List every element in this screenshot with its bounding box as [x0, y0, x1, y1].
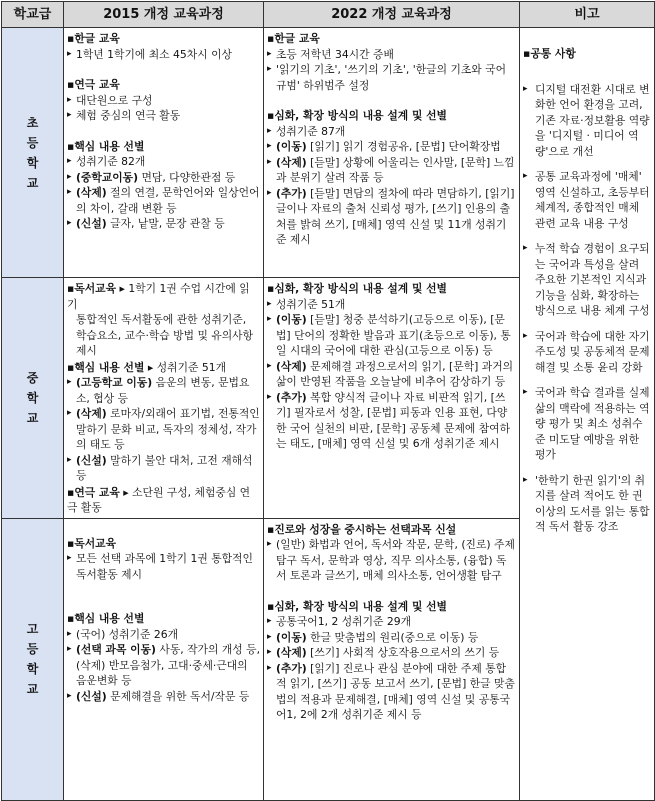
list-item — [267, 47, 516, 63]
section-heading — [67, 536, 260, 552]
spacer — [67, 582, 260, 596]
bullet-icon: ▸ — [523, 330, 528, 341]
bullet-icon: ▸ — [523, 83, 528, 94]
item-text: 체험 중심의 연극 활동 — [76, 109, 181, 122]
spacer — [67, 124, 260, 138]
list-item — [267, 62, 516, 93]
bullet-icon: ▸ — [523, 474, 528, 485]
heading-text: ▪심화, 확장 방식의 내용 설계 및 선별 — [267, 599, 447, 613]
cell-2022-elementary — [264, 28, 520, 278]
spacer — [67, 596, 260, 610]
heading-text: ▪핵심 내용 선별 — [67, 139, 145, 153]
heading-text: ▪한글 교육 — [67, 32, 120, 45]
item-tag: (삭제) — [276, 359, 307, 373]
bullet-icon: ▸ — [267, 539, 272, 549]
bullet-icon: ▸ — [267, 662, 272, 673]
item-tag: (추가) — [276, 186, 307, 200]
bullet-icon: ▸ — [267, 64, 272, 74]
list-item — [67, 689, 260, 705]
bullet-icon: ▸ — [67, 110, 72, 120]
bullet-icon: ▸ — [67, 187, 72, 197]
bullet-icon: ▸ — [267, 187, 272, 198]
heading-text: ▪심화, 확장 방식의 내용 설계 및 선별 — [267, 109, 447, 122]
list-item — [267, 537, 516, 584]
item-text: [읽기] 진로나 관심 분야에 대한 주제 통합적 읽기, [쓰기] 공동 보고서 쓰기, [문법] 한글 맞춤법의 적용과 문제해결, [매체] 영역 신설 및 공통국어1, 2에 2개 성취기준 제시 등 — [276, 661, 515, 721]
item-text: 공통국어1, 2 성취기준 29개 — [276, 615, 412, 628]
header-row — [2, 2, 655, 28]
heading-text: ▪연극 교육 — [67, 78, 120, 91]
bullet-icon: ▸ — [67, 454, 72, 465]
item-tag: (삭제) — [76, 407, 107, 420]
heading-text: ▪독서교육 — [67, 536, 117, 550]
section-heading — [67, 77, 260, 93]
heading-detail: ▸ 소단원 구성, 체험중심 연극 활동 — [67, 485, 251, 514]
section-heading — [267, 281, 516, 297]
item-text: [듣말] 상황에 어울리는 인사말, [문학] 느낌과 분위기 살려 작품 등 — [276, 155, 515, 184]
item-text: 국어과 학습에 대한 자기 주도성 및 공동체적 문제 해결 및 소통 윤리 강화 — [535, 329, 650, 374]
heading-text: ▪핵심 내용 선별 — [67, 612, 145, 625]
item-tag: (신설) — [76, 453, 107, 467]
section-heading — [267, 599, 516, 615]
item-text: '읽기의 기초', '쓰기의 기초', '한글의 기초와 국어 규범' 하위범주 설정 — [276, 63, 507, 92]
section-heading — [67, 139, 260, 155]
bullet-icon: ▸ — [67, 553, 72, 563]
cell-2022-high — [264, 518, 520, 800]
list-item — [267, 630, 516, 646]
note-item — [523, 241, 651, 319]
bullet-icon: ▸ — [267, 156, 272, 167]
cell-2015-high — [64, 518, 264, 800]
note-item — [523, 82, 651, 160]
item-text: 면담, 다양한관점 등 — [138, 170, 236, 184]
list-item — [267, 297, 516, 313]
level-middle — [2, 278, 64, 519]
spacer — [267, 93, 516, 107]
bullet-icon: ▸ — [523, 171, 528, 181]
item-tag: (삭제) — [276, 155, 307, 169]
header-note: 비고 — [520, 2, 655, 28]
row-elementary — [2, 28, 655, 278]
item-text: 1학년 1학기에 최소 45차시 이상 — [76, 47, 232, 61]
list-text: 통합적인 독서활동에 관한 성취기준, 학습요소, 교수·학습 방법 및 유의사항 제시 — [76, 313, 254, 357]
section-heading — [67, 281, 260, 312]
header-2015: 2015 개정 교육과정 — [64, 2, 264, 28]
item-text: [듣말] 면담의 절차에 따라 면담하기, [읽기] 글이나 자료의 출처 신뢰성 평가, [쓰기] 인용의 출처를 밝혀 쓰기, [매체] 영역 신설 및 11개 성취기준 제시 — [276, 186, 515, 246]
list-item — [267, 614, 516, 630]
bullet-icon: ▸ — [267, 360, 272, 371]
item-text: [쓰기] 사회적 상호작용으로서의 쓰기 등 — [306, 646, 500, 659]
item-text: 대단원으로 구성 — [76, 93, 153, 107]
bullet-icon: ▸ — [267, 631, 272, 642]
heading-detail: ▸ 1학기 1권 수업 시간에 읽기 — [67, 282, 250, 311]
section-heading — [267, 31, 516, 47]
item-text: 사동, 작가의 개성 등, (삭제) 반모음첨가, 고대·중세·근대의 음운변화 등 — [76, 643, 260, 687]
bullet-icon: ▸ — [267, 141, 272, 151]
item-tag: (이동) — [276, 140, 307, 153]
list-item — [67, 453, 260, 484]
bullet-icon: ▸ — [267, 298, 272, 309]
notes-cell — [520, 28, 655, 801]
item-tag: (이동) — [276, 313, 307, 326]
bullet-icon: ▸ — [523, 243, 528, 253]
item-text: 성취기준 82개 — [76, 155, 146, 168]
section-heading — [267, 522, 516, 538]
level-label: 중학교 — [26, 370, 39, 425]
item-tag: (추가) — [276, 661, 307, 675]
heading-text: ▪한글 교육 — [267, 32, 320, 45]
item-text: 말하기 불안 대처, 고전 재해석 등 — [76, 453, 253, 482]
item-text: [읽기] 읽기 경험공유, [문법] 단어확장법 — [306, 140, 501, 153]
heading-text: ▪연극 교육 — [67, 485, 120, 499]
list-item — [267, 155, 516, 186]
list-item — [67, 154, 260, 170]
list-item — [67, 93, 260, 109]
heading-detail: ▸ 성취기준 51개 — [144, 360, 227, 374]
item-text: 한글 맞춤법의 원리(중으로 이동) 등 — [306, 630, 479, 644]
note-item — [523, 329, 651, 376]
heading-text: ▪진로와 성장을 중시하는 선택과목 신설 — [267, 522, 457, 536]
bullet-icon: ▸ — [67, 156, 72, 166]
level-high — [2, 518, 64, 800]
cell-2015-middle — [64, 278, 264, 519]
cell-2022-middle — [264, 278, 520, 519]
section-heading — [67, 485, 260, 516]
item-text: '한학기 한권 읽기'의 취지를 살려 적어도 한 권 이상의 도서를 읽는 통합적 독서 활동 강조 — [535, 473, 650, 533]
list-item — [267, 661, 516, 723]
item-text: (일반) 화법과 언어, 독서와 작문, 문학, (진로) 주제 탐구 독서, 문학과 영상, 직무 의사소통, (융합) 독서 토론과 글쓰기, 매체 의사소통, 언어생활 탐구 — [276, 538, 515, 582]
item-text: [듣말] 청중 분석하기(고등으로 이동), [문법] 단어의 정확한 발음과 표기(초등으로 이동), 통일 시대의 국어에 대한 관심(고등으로 이동) 등 — [276, 313, 511, 357]
spacer — [267, 584, 516, 598]
item-text: 복합 양식적 글이나 자료 비판적 읽기, [쓰기] 필자로서 성찰, [문법] 피동과 인용 표현, 다양한 국어 실천의 비판, [문학] 공동체 문제에 참여하는 태도, [매체] 영역 신설 및 6개 성취기준 제시 — [276, 390, 511, 450]
item-text: (국어) 성취기준 26개 — [76, 627, 179, 641]
bullet-icon: ▸ — [267, 48, 272, 59]
bullet-icon: ▸ — [267, 391, 272, 402]
spacer — [67, 521, 260, 535]
level-label: 고등학교 — [26, 622, 39, 696]
item-tag: (신설) — [76, 217, 107, 230]
bullet-icon: ▸ — [267, 616, 272, 626]
item-text: 성취기준 87개 — [276, 124, 346, 138]
item-text: 국어과 학습 결과를 실제 삶의 맥락에 적용하는 역량 평가 및 최소 성취수준 미도달 예방을 위한 평가 — [535, 386, 650, 461]
notes-heading: ▪공통 사항 — [523, 47, 576, 60]
heading-text: ▪독서교육 — [67, 282, 117, 295]
list-item — [67, 185, 260, 216]
list-item — [67, 375, 260, 406]
bullet-icon: ▸ — [267, 125, 272, 136]
item-text: 공통 교육과정에 '매체' 영역 신설하고, 초등부터 체계적, 종합적인 매체 관련 교육 내용 구성 — [535, 170, 650, 230]
item-tag: (이동) — [276, 630, 307, 644]
item-text: 디지털 대전환 시대로 변화한 언어 환경을 고려, 기존 자료·정보활용 역량을 '디지털 · 미디어 역량'으로 개선 — [535, 82, 650, 158]
bullet-icon: ▸ — [67, 48, 72, 59]
note-item — [523, 169, 651, 231]
list-item — [67, 642, 260, 689]
list-item — [67, 47, 260, 63]
bullet-icon: ▸ — [67, 377, 72, 387]
level-elementary — [2, 28, 64, 278]
heading-text: ▪심화, 확장 방식의 내용 설계 및 선별 — [267, 282, 447, 295]
level-label: 초등학교 — [26, 115, 39, 190]
bullet-icon: ▸ — [67, 171, 72, 182]
item-text: 성취기준 51개 — [276, 297, 346, 311]
section-heading — [267, 108, 516, 124]
item-tag: (중학교이동) — [76, 170, 139, 184]
spacer — [67, 62, 260, 76]
cell-2015-elementary — [64, 28, 264, 278]
item-tag: (삭제) — [276, 646, 307, 659]
item-text: 절의 연결, 문학언어와 일상언어의 차이, 갈래 변환 등 — [76, 186, 260, 215]
list-item — [67, 406, 260, 453]
note-item — [523, 473, 651, 535]
header-2022: 2022 개정 교육과정 — [264, 2, 520, 28]
item-text: 누적 학습 경험이 요구되는 국어과 특성을 살려 주요한 기본적인 지식과 기능을 심화, 확장하는 방식으로 내용 체계 구성 — [535, 242, 650, 317]
curriculum-comparison-table — [1, 1, 655, 801]
bullet-icon: ▸ — [67, 218, 72, 228]
item-tag: (추가) — [276, 390, 307, 404]
item-tag: (선택 과목 이동) — [76, 643, 156, 656]
list-item — [267, 390, 516, 452]
list-item — [267, 312, 516, 359]
list-item — [267, 645, 516, 661]
item-text: 로마자/외래어 표기법, 전통적인 말하기 문화 비교, 독자의 정체성, 작가의 태도 등 — [76, 407, 260, 451]
bullet-icon: ▸ — [67, 644, 72, 654]
list-item — [267, 359, 516, 390]
bullet-icon: ▸ — [67, 408, 72, 418]
item-text: 글자, 낱말, 문장 관찰 등 — [106, 217, 225, 230]
item-tag: (삭제) — [76, 186, 107, 199]
bullet-icon: ▸ — [267, 647, 272, 657]
item-text: 모든 선택 과목에 1학기 1권 통합적인 독서활동 제시 — [76, 552, 253, 581]
list-item — [67, 551, 260, 582]
bullet-icon: ▸ — [67, 94, 72, 105]
bullet-icon: ▸ — [67, 690, 72, 701]
list-item — [67, 170, 260, 186]
list-item — [67, 216, 260, 232]
item-text: 초등 저학년 34시간 증배 — [276, 47, 394, 61]
list-item — [67, 108, 260, 124]
section-heading — [67, 31, 260, 47]
list-item — [67, 627, 260, 643]
note-item — [523, 385, 651, 463]
bullet-icon: ▸ — [67, 628, 72, 639]
item-tag: (신설) — [76, 689, 107, 703]
bullet-icon: ▸ — [523, 387, 528, 397]
header-level: 학교급 — [2, 2, 64, 28]
item-tag: (고등학교 이동) — [76, 376, 153, 389]
list-item — [267, 186, 516, 248]
item-text: 문제해결을 위한 독서/작문 등 — [106, 689, 250, 703]
item-text: 문제해결 과정으로서의 읽기, [문학] 과거의 삶이 반영된 작품을 오늘날에 비추어 감상하기 등 — [276, 359, 514, 388]
list-item — [267, 124, 516, 140]
section-heading — [67, 611, 260, 627]
list-item — [267, 139, 516, 155]
section-heading — [67, 360, 260, 376]
bullet-icon: ▸ — [267, 314, 272, 324]
item-text: 음운의 변동, 문법요소, 협상 등 — [76, 376, 250, 405]
heading-text: ▪핵심 내용 선별 — [67, 360, 145, 374]
